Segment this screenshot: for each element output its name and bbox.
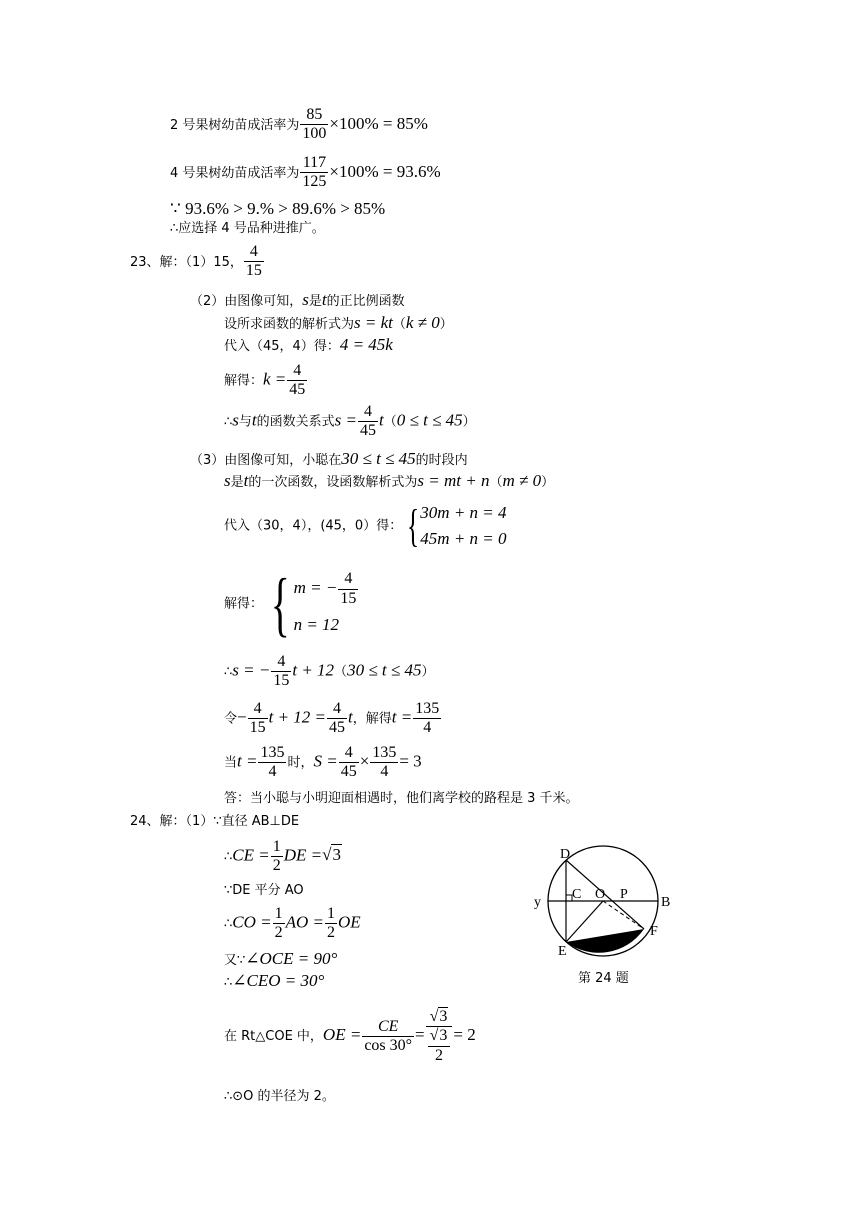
- math: = 3: [399, 751, 422, 771]
- math: 4 = 45k: [339, 335, 393, 354]
- text: 时，: [287, 755, 314, 771]
- math: t + 12 =: [268, 707, 327, 727]
- q24-line3: ∵DE 平分 AO: [224, 883, 304, 898]
- fraction: [428, 1027, 451, 1065]
- text: 在 Rt△COE 中，: [224, 1029, 323, 1045]
- radicand: 3: [439, 1008, 448, 1025]
- q23-part2-line3: [224, 336, 393, 353]
- math: k ≠ 0: [405, 313, 440, 332]
- fraction: [358, 403, 378, 441]
- text: 令: [224, 711, 238, 727]
- fraction: [258, 744, 286, 782]
- numerator: 4: [271, 653, 291, 672]
- text: 的一次函数，设函数解析式为: [248, 475, 418, 490]
- text: （: [392, 317, 406, 332]
- q24-line6: [224, 972, 324, 989]
- q23-part3-line2: [224, 472, 554, 489]
- numerator: 135: [413, 700, 441, 719]
- math: ∠CEO = 30°: [232, 971, 325, 990]
- numerator: 1: [271, 838, 283, 857]
- q24-line7: [224, 1008, 476, 1065]
- denominator: 2: [327, 924, 336, 942]
- var: t: [321, 290, 327, 309]
- fraction: [273, 905, 285, 943]
- numerator: [426, 1008, 453, 1027]
- math: t =: [237, 751, 258, 771]
- numerator: 4: [339, 744, 359, 763]
- numerator: 117: [300, 154, 328, 173]
- line-comparison: ∵ 93.6% > 9.% > 89.6% > 85%: [170, 199, 386, 218]
- denominator: cos 30°: [364, 1037, 413, 1055]
- equation: 45m + n = 0: [420, 529, 507, 548]
- text: ）: [439, 317, 453, 332]
- denominator: 45: [329, 719, 346, 737]
- math: 30 ≤ t ≤ 45: [347, 660, 422, 680]
- math: OE: [338, 912, 361, 932]
- math: 30 ≤ t ≤ 45: [341, 449, 416, 468]
- sqrt: √3: [429, 1027, 448, 1045]
- denominator: 125: [302, 173, 327, 191]
- text: 是: [230, 475, 244, 490]
- var: t: [243, 471, 249, 490]
- math: ∠OCE = 90°: [245, 949, 338, 968]
- denominator: 2: [435, 1046, 444, 1064]
- fraction: [327, 700, 347, 738]
- fraction: [271, 838, 283, 876]
- label-d: D: [560, 847, 571, 862]
- numerator: [428, 1027, 451, 1046]
- denominator: 15: [273, 672, 290, 690]
- denominator: 45: [289, 381, 306, 399]
- numerator: 1: [273, 905, 285, 924]
- text: 又∵: [224, 953, 246, 968]
- math: ×: [359, 751, 370, 771]
- sqrt: √3: [322, 845, 341, 865]
- q23-part2-line5: [224, 403, 476, 441]
- denominator: 4: [268, 763, 277, 781]
- text: ）: [462, 414, 476, 430]
- q24-line2: [224, 838, 342, 876]
- q23-heading: [130, 243, 265, 281]
- denominator: 15: [245, 262, 262, 280]
- math: −: [237, 707, 247, 727]
- numerator: 85: [300, 106, 328, 125]
- numerator: 4: [248, 700, 268, 719]
- math: m ≠ 0: [502, 471, 542, 490]
- var: s: [232, 410, 239, 430]
- math: CE =: [232, 845, 270, 865]
- numerator: 135: [370, 744, 398, 763]
- numerator: 4: [287, 362, 307, 381]
- fraction: [248, 700, 268, 738]
- numerator: 4: [327, 700, 347, 719]
- q23-part3-line3: [224, 500, 507, 552]
- text: ∴: [224, 916, 233, 932]
- q23-part3-line5: [224, 653, 434, 691]
- fraction: [362, 1018, 414, 1056]
- text: 代入（45，4）得：: [224, 339, 340, 354]
- fraction: [300, 106, 328, 144]
- solution-m: [294, 570, 360, 608]
- math: ×100% = 85%: [329, 113, 428, 133]
- q23-part3-line4: [224, 564, 359, 644]
- equation-system: [420, 500, 506, 552]
- radicand: 3: [332, 845, 341, 865]
- math: S =: [313, 751, 338, 771]
- label-f: F: [650, 924, 658, 939]
- segment-eo: [566, 901, 603, 942]
- q24-line4: [224, 905, 361, 943]
- math: k =: [263, 369, 287, 389]
- label-c: C: [572, 887, 582, 902]
- text: 2 号果树幼苗成活率为: [170, 117, 300, 133]
- var: s: [302, 290, 309, 309]
- denominator: [426, 1027, 453, 1065]
- text: 与: [238, 414, 252, 430]
- text: 的时段内: [415, 453, 468, 468]
- denominator: 4: [380, 763, 389, 781]
- text: ∴: [224, 664, 233, 680]
- text: 解得：: [224, 596, 264, 612]
- text: （3）由图像可知，小聪在: [190, 453, 342, 468]
- q23-part3-line1: [190, 450, 468, 467]
- numerator: 4: [338, 570, 358, 589]
- text: ）: [541, 475, 555, 490]
- math: OE =: [322, 1025, 362, 1045]
- q23-answer: 答：当小聪与小明迎面相遇时，他们离学校的路程是 3 千米。: [224, 791, 579, 806]
- text: （: [383, 414, 397, 430]
- fraction: [244, 243, 264, 281]
- var: t: [251, 410, 257, 430]
- label-y: y: [534, 895, 541, 910]
- math: DE =: [283, 845, 323, 865]
- brace: {: [407, 500, 420, 551]
- denominator: 2: [274, 924, 283, 942]
- numerator: 135: [258, 744, 286, 763]
- q23-part3-line7: [224, 744, 422, 782]
- var: t: [379, 410, 384, 430]
- sqrt: √3: [429, 1008, 448, 1025]
- segment-of-dashed: [603, 901, 644, 929]
- text: （2）由图像可知，: [190, 294, 303, 309]
- math: s = −: [232, 660, 271, 680]
- text: ∴: [224, 975, 233, 990]
- math: AO =: [285, 912, 325, 932]
- text: 的正比例函数: [326, 294, 405, 309]
- denominator: 4: [423, 719, 432, 737]
- text: 解得：: [224, 373, 264, 389]
- label-p: P: [620, 887, 628, 902]
- denominator: 45: [360, 422, 377, 440]
- q23-part3-line6: [224, 700, 442, 738]
- math: 0 ≤ t ≤ 45: [396, 410, 463, 430]
- text: 4 号果树幼苗成活率为: [170, 165, 300, 181]
- line-conclusion: ∴应选择 4 号品种进推广。: [170, 221, 325, 236]
- text: 23、解：（1）15，: [130, 254, 243, 270]
- numerator: CE: [362, 1018, 414, 1037]
- geometry-figure: [530, 838, 680, 988]
- line-survival-rate-4: [170, 154, 441, 192]
- math: ×100% = 93.6%: [329, 161, 441, 181]
- solution-n: n = 12: [293, 614, 340, 634]
- equation: 30m + n = 4: [420, 503, 507, 522]
- denominator: 45: [340, 763, 357, 781]
- numerator: 1: [325, 905, 337, 924]
- numerator: 4: [244, 243, 264, 262]
- label-e: E: [558, 944, 567, 959]
- label-b: B: [661, 895, 671, 910]
- fraction: [271, 653, 291, 691]
- text: ）: [421, 664, 435, 680]
- brace: {: [270, 564, 290, 644]
- q24-line8: ∴⊙O 的半径为 2。: [224, 1089, 335, 1104]
- fraction: [339, 744, 359, 782]
- denominator: 15: [340, 589, 357, 607]
- q23-part2-line4: [224, 362, 308, 400]
- fraction: [300, 154, 328, 192]
- math: s =: [334, 410, 358, 430]
- math: s = mt + n: [417, 471, 490, 490]
- math: =: [415, 1025, 425, 1045]
- math: CO =: [232, 912, 272, 932]
- fraction: [325, 905, 337, 943]
- fraction: [426, 1008, 453, 1065]
- math: m = −: [293, 577, 338, 597]
- radicand: 3: [439, 1027, 448, 1045]
- q24-line5: [224, 950, 337, 967]
- text: 代入（30，4），(45，0）得：: [224, 518, 403, 534]
- line-survival-rate-2: [170, 106, 428, 144]
- var: s: [224, 471, 231, 490]
- text: 设所求函数的解析式为: [224, 317, 355, 332]
- text: （: [334, 664, 348, 680]
- text: （: [489, 475, 503, 490]
- q24-heading: 24、解：（1）∵直径 AB⊥DE: [130, 814, 300, 829]
- math: s = kt: [354, 313, 393, 332]
- text: 是: [308, 294, 322, 309]
- denominator: 2: [272, 857, 281, 875]
- math: t =: [391, 707, 413, 727]
- text: ∴: [224, 414, 233, 430]
- numerator: 4: [358, 403, 378, 422]
- fraction: [413, 700, 441, 738]
- solution-system: [294, 570, 360, 638]
- denominator: 15: [249, 719, 266, 737]
- fraction: [370, 744, 398, 782]
- text: 的函数关系式: [256, 414, 335, 430]
- label-o: O: [595, 887, 606, 902]
- fraction: [287, 362, 307, 400]
- fraction: [338, 570, 358, 608]
- text: ，解得: [352, 711, 392, 727]
- math: t + 12: [292, 660, 335, 680]
- var: t: [348, 707, 353, 727]
- q23-part2-line2: [224, 314, 453, 331]
- text: ∴: [224, 849, 233, 865]
- q23-part2-line1: [190, 291, 405, 308]
- figure-caption: 第 24 题: [578, 971, 629, 986]
- denominator: 100: [302, 125, 327, 143]
- text: 当: [224, 755, 238, 771]
- math: = 2: [453, 1025, 476, 1045]
